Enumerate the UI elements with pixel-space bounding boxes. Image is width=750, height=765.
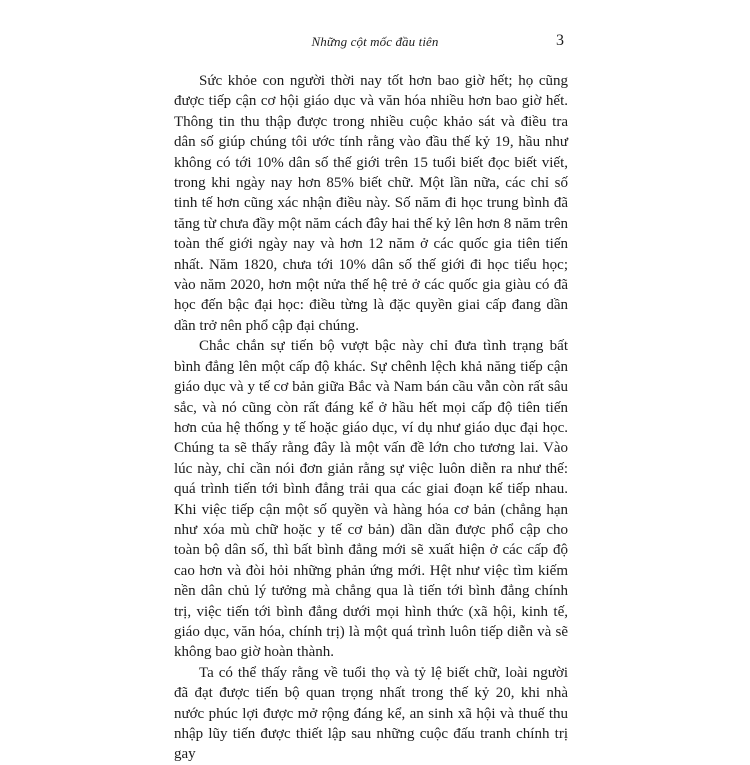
paragraph-2: Chắc chắn sự tiến bộ vượt bậc này chỉ đưa tình trạng bất bình đẳng lên một cấp độ khác. Sự chênh lệch khả năng tiếp cận giáo dục và y tế cơ bản giữa Bắc và Nam bán cầu vẫn còn rất sâu sắc, và nó cũng còn rất đáng kể ở hầu hết mọi cấp độ tiên tiến hơn của hệ thống y tế hoặc giáo dục, ví dụ như giáo dục đại học. Chúng ta sẽ thấy rằng đây là một vấn đề lớn cho tương lai. Vào lúc này, chỉ cần nói đơn giản rằng sự việc luôn diễn ra như thế: quá trình tiến tới bình đẳng trải qua các giai đoạn kế tiếp nhau. Khi việc tiếp cận một số quyền và hàng hóa cơ bản (chẳng hạn như xóa mù chữ hoặc y tế cơ bản) dần dần được phổ cập cho toàn bộ dân số, thì bất bình đẳng mới sẽ xuất hiện ở các cấp độ cao hơn và đòi hỏi những phản ứng mới. Hệt như việc tìm kiếm nền dân chủ lý tưởng mà chẳng qua là tiến tới bình đẳng chính trị, việc tiến tới bình đẳng dưới mọi hình thức (xã hội, kinh tế, giáo dục, văn hóa, chính trị) là một quá trình luôn tiếp diễn và sẽ không bao giờ hoàn thành. xyxy=(174,338,568,661)
running-head xyxy=(0,34,750,54)
paragraph-1: Sức khỏe con người thời nay tốt hơn bao giờ hết; họ cũng được tiếp cận cơ hội giáo dục và văn hóa nhiều hơn bao giờ hết. Thông tin thu thập được trong nhiều cuộc khảo sát và điều tra dân số giúp chúng tôi ước tính rằng vào đầu thế kỷ 19, hầu như không có tới 10% dân số thế giới trên 15 tuổi biết đọc biết viết, trong khi ngày nay hơn 85% biết chữ. Một lần nữa, các chỉ số tinh tế hơn cũng xác nhận điều này. Số năm đi học trung bình đã tăng từ chưa đầy một năm cách đây hai thế kỷ lên hơn 8 năm trên toàn thế giới ngày nay và hơn 12 năm ở các quốc gia tiên tiến nhất. Năm 1820, chưa tới 10% dân số thế giới đi học tiểu học; vào năm 2020, hơn một nửa thế hệ trẻ ở các quốc gia giàu có đã học đến bậc đại học: điều từng là đặc quyền giai cấp đang dần dần trở nên phổ cập đại chúng. xyxy=(174,73,568,334)
paragraph-3: Ta có thể thấy rằng về tuổi thọ và tỷ lệ biết chữ, loài người đã đạt được tiến bộ quan trọng nhất trong thế kỷ 20, khi nhà nước phúc lợi được mở rộng đáng kể, an sinh xã hội và thuế thu nhập lũy tiến được thiết lập sau những cuộc đấu tranh chính trị gay xyxy=(174,664,568,763)
page-number: 3 xyxy=(556,32,564,49)
running-title: Những cột mốc đầu tiên xyxy=(311,34,439,49)
body-text xyxy=(174,71,568,765)
